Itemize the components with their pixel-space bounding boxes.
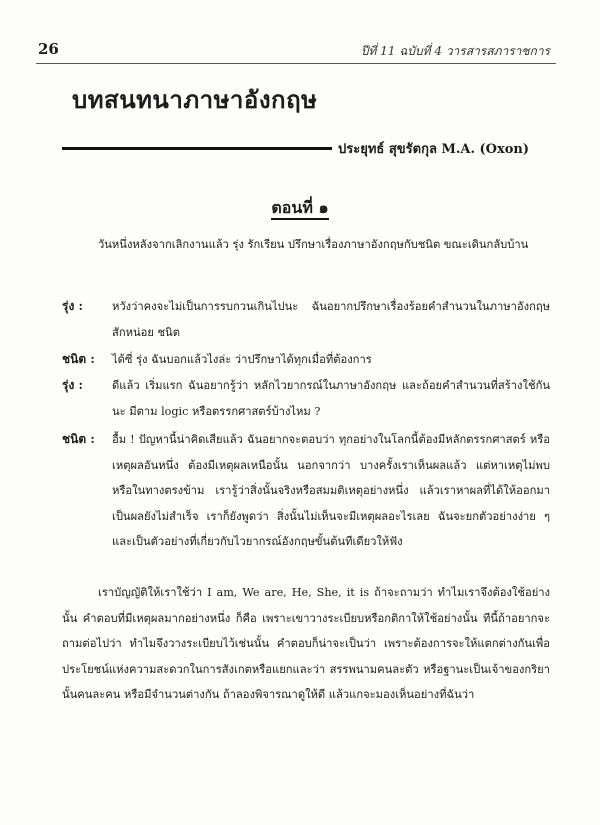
dialogue-line <box>62 347 550 373</box>
page-number: 26 <box>38 40 59 58</box>
dialogue-line <box>62 294 550 345</box>
speech-text: อื้ม ! ปัญหานี้น่าคิดเสียแล้ว ฉันอยากจะตอบว่า ทุกอย่างในโลกนี้ต้องมีหลักตรรกศาสตร์ หรือเหตุผลอันหนึ่ง ต้องมีเหตุผลเหนือนั้น นอกจากว่า บางครั้งเราเห็นผลแล้ว แต่หาเหตุไม่พบ หรือในทางตรงข้าม เรารู้ว่าสิ่งนั้นจริงหรือสมมติเหตุอย่างหนึ่ง แล้วเราหาผลที่ได้ให้ออกมาเป็นผลยังไม่สำเร็จ เราก็ยังพูดว่า สิ่งนั้นไม่เห็นจะมีเหตุผลอะไรเลย ฉันจะยกตัวอย่างง่าย ๆ และเป็นตัวอย่างที่เกี่ยวกับไวยากรณ์อังกฤษขั้นต้นทีเดียวให้ฟัง <box>112 433 550 548</box>
speaker-label: ชนิต : <box>62 352 95 366</box>
section-heading-text: ตอนที่ ๑ <box>271 198 328 220</box>
author-byline: ประยุทธ์ สุขรัตกุล M.A. (Oxon) <box>338 142 530 157</box>
speaker-label: รุ่ง : <box>62 299 83 313</box>
article-title: บทสนทนาภาษาอังกฤษ <box>72 85 318 114</box>
speaker-label: รุ่ง : <box>62 378 83 392</box>
closing-paragraph: เราบัญญัติให้เราใช้ว่า I am, We are, He, She, it is ถ้าจะถามว่า ทำไมเราจึงต้องใช้อย่างนั้น คำตอบที่มีเหตุผลมากอย่างหนึ่ง ก็คือ เพราะเขาวางระเบียบหรือกติกาให้ใช้อย่างนั้น ทีนี้ถ้าอยากจะถามต่อไปว่า ทำไมจึงวางระเบียบไว้เช่นนั้น คำตอบก็น่าจะเป็นว่า เพราะต้องการจะให้แตกต่างกันเพื่อประโยชน์แห่งความสะดวกในการสังเกตหรือแยกและว่า สรรพนามคนละตัว หรือฐานะเป็นเจ้าของกริยานั้นคนละคน หรือมีจำนวนต่างกัน ถ้าลองพิจารณาดูให้ดี แล้วแกจะมองเห็นอย่างที่ฉันว่า <box>62 586 550 701</box>
section-heading <box>0 196 600 221</box>
speech-text: ได้ซี่ รุ่ง ฉันบอกแล้วไงล่ะ ว่าปรึกษาได้ทุกเมื่อที่ต้องการ <box>112 353 372 366</box>
speaker-label: ชนิต : <box>62 432 95 446</box>
speech-text: หวังว่าคงจะไม่เป็นการรบกวนเกินไปนะ ฉันอยากปรึกษาเรื่องร้อยคำสำนวนในภาษาอังกฤษสักหน่อย ชนิต <box>112 300 550 339</box>
speech-text: ดีแล้ว เริ่มแรก ฉันอยากรู้ว่า หลักไวยากรณ์ในภาษาอังกฤษ และถ้อยคำสำนวนที่สร้างใช้กันนะ มีตาม logic หรือตรรกศาสตร์บ้างไหม ? <box>112 379 550 418</box>
dialogue-line <box>62 427 550 555</box>
byline-rule <box>62 147 332 150</box>
header-rule <box>36 63 556 64</box>
dialogue-line <box>62 373 550 424</box>
intro-paragraph: วันหนึ่งหลังจากเลิกงานแล้ว รุ่ง รักเรียน ปรึกษาเรื่องภาษาอังกฤษกับชนิต ขณะเดินกลับบ้าน <box>98 238 529 251</box>
running-header: ปีที่ 11 ฉบับที่ 4 วารสารสภาราชการ <box>360 44 550 58</box>
